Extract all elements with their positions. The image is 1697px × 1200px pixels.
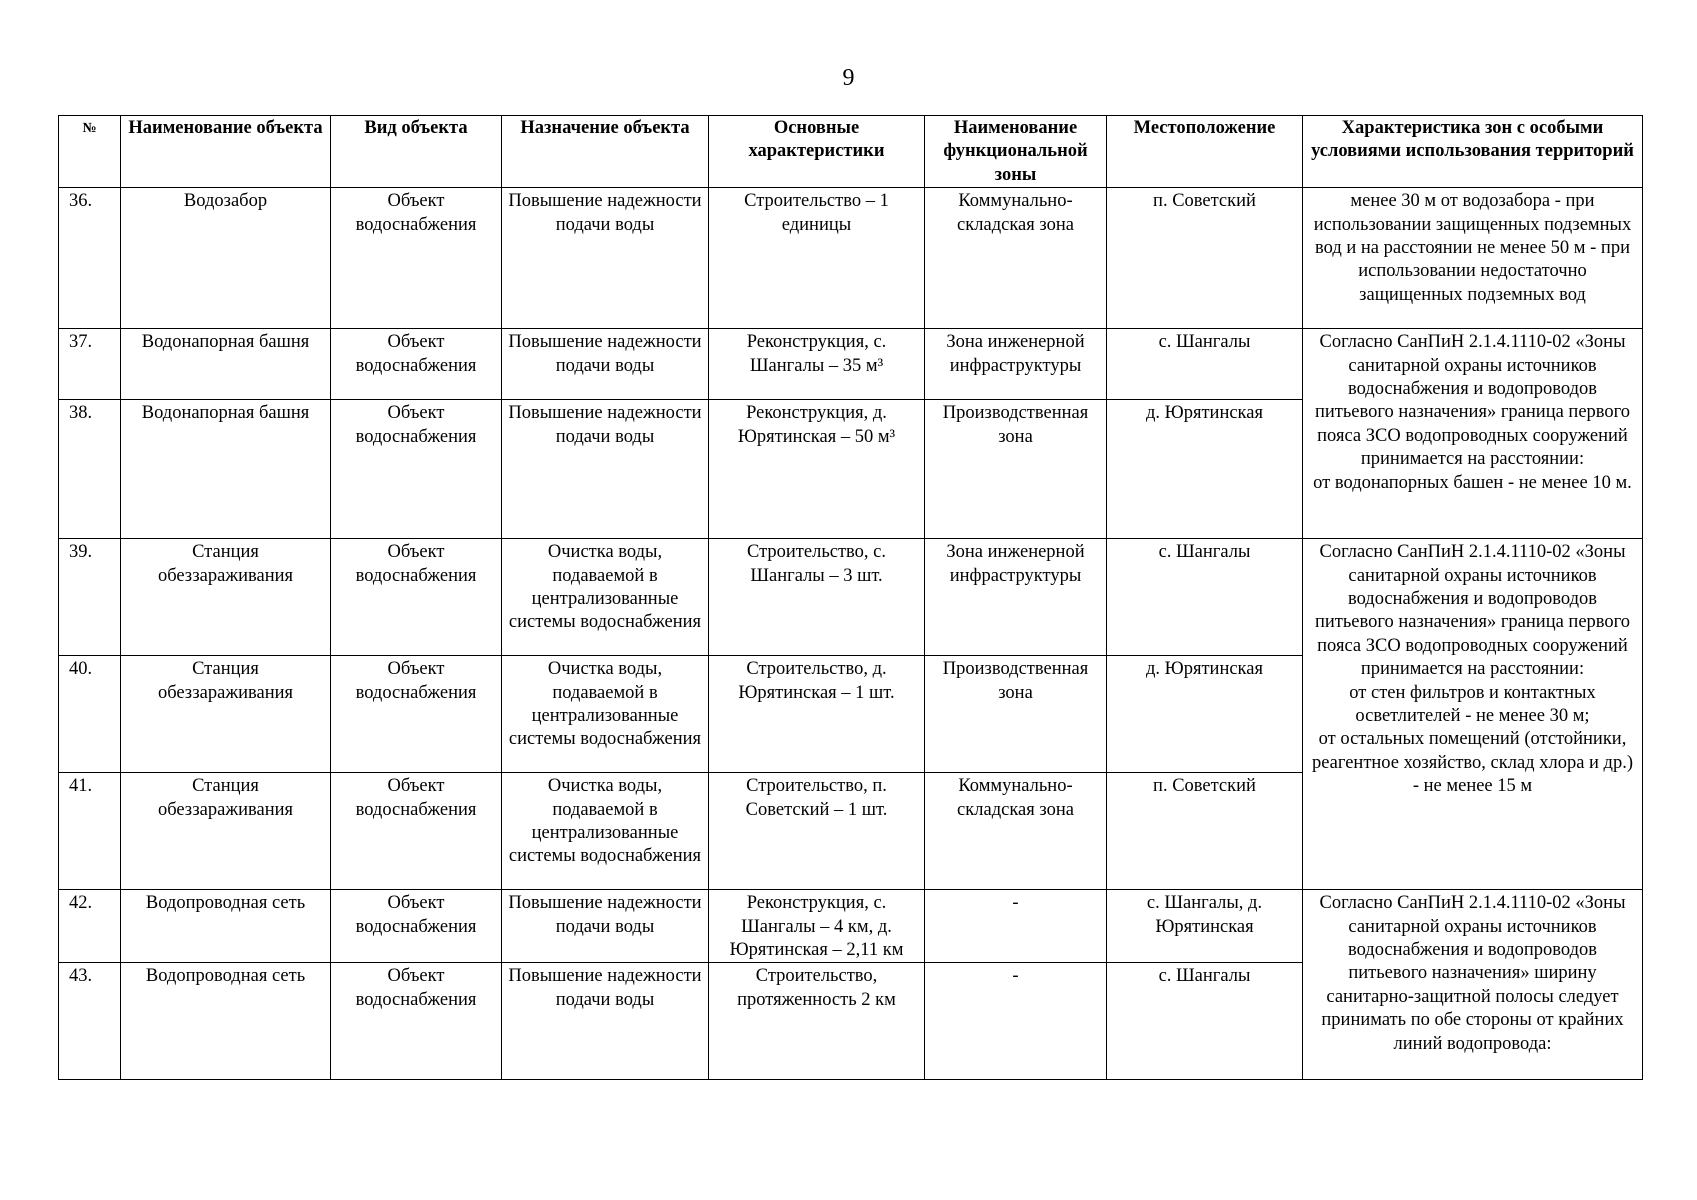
row-purpose: Очистка воды, подаваемой в централизованные системы водоснабжения xyxy=(502,539,709,656)
row-name: Станция обеззараживания xyxy=(121,773,331,890)
table-row xyxy=(59,539,1643,656)
row-location: п. Советский xyxy=(1107,188,1303,329)
row-name: Станция обеззараживания xyxy=(121,656,331,773)
row-location: д. Юрятинская xyxy=(1107,656,1303,773)
row-kind: Объект водоснабжения xyxy=(331,963,502,1080)
row-zone: - xyxy=(925,890,1107,963)
table-header-row xyxy=(59,116,1643,188)
row-num: 39. xyxy=(59,539,121,656)
row-special-zones: менее 30 м от водозабора - при использовании защищенных подземных вод и на расстоянии не менее 50 м - при использовании недостаточно защищенных подземных вод xyxy=(1303,188,1643,329)
row-purpose: Повышение надежности подачи воды xyxy=(502,400,709,539)
row-location: п. Советский xyxy=(1107,773,1303,890)
row-purpose: Очистка воды, подаваемой в централизованные системы водоснабжения xyxy=(502,656,709,773)
header-location: Местоположение xyxy=(1107,116,1303,188)
row-kind: Объект водоснабжения xyxy=(331,539,502,656)
row-kind: Объект водоснабжения xyxy=(331,890,502,963)
row-num: 38. xyxy=(59,400,121,539)
header-name: Наименование объекта xyxy=(121,116,331,188)
row-kind: Объект водоснабжения xyxy=(331,329,502,400)
row-kind: Объект водоснабжения xyxy=(331,188,502,329)
row-location: с. Шангалы xyxy=(1107,963,1303,1080)
row-characteristics: Реконструкция, д. Юрятинская – 50 м³ xyxy=(709,400,925,539)
row-zone: Коммунально-складская зона xyxy=(925,773,1107,890)
row-num: 36. xyxy=(59,188,121,329)
row-purpose: Повышение надежности подачи воды xyxy=(502,963,709,1080)
merged-special-zones-39-41: Согласно СанПиН 2.1.4.1110-02 «Зоны санитарной охраны источников водоснабжения и водопроводов питьевого назначения» граница первого пояса ЗСО водопроводных сооружений принимается на расстоянии: от стен фильтров и контактных осветлителей - не менее 30 м; от остальных помещений (отстойники, реагентное хозяйство, склад хлора и др.) - не менее 15 м xyxy=(1303,539,1643,890)
row-purpose: Очистка воды, подаваемой в централизованные системы водоснабжения xyxy=(502,773,709,890)
row-zone: Производственная зона xyxy=(925,400,1107,539)
row-characteristics: Реконструкция, с. Шангалы – 35 м³ xyxy=(709,329,925,400)
row-zone: Производственная зона xyxy=(925,656,1107,773)
merged-special-zones-37-38: Согласно СанПиН 2.1.4.1110-02 «Зоны санитарной охраны источников водоснабжения и водопроводов питьевого назначения» граница первого пояса ЗСО водопроводных сооружений принимается на расстоянии: от водонапорных башен - не менее 10 м. xyxy=(1303,329,1643,539)
row-zone: Коммунально-складская зона xyxy=(925,188,1107,329)
row-characteristics: Строительство, д. Юрятинская – 1 шт. xyxy=(709,656,925,773)
row-zone: - xyxy=(925,963,1107,1080)
row-name: Водонапорная башня xyxy=(121,329,331,400)
header-num: № xyxy=(59,116,121,188)
row-kind: Объект водоснабжения xyxy=(331,656,502,773)
row-num: 42. xyxy=(59,890,121,963)
table-row xyxy=(59,188,1643,329)
page-number: 9 xyxy=(842,65,855,91)
header-special-zones: Характеристика зон с особыми условиями использования территорий xyxy=(1303,116,1643,188)
row-location: с. Шангалы xyxy=(1107,539,1303,656)
row-characteristics: Строительство, п. Советский – 1 шт. xyxy=(709,773,925,890)
row-location: д. Юрятинская xyxy=(1107,400,1303,539)
row-characteristics: Строительство, протяженность 2 км xyxy=(709,963,925,1080)
row-name: Водонапорная башня xyxy=(121,400,331,539)
objects-table xyxy=(58,115,1643,1080)
row-location: с. Шангалы xyxy=(1107,329,1303,400)
merged-special-zones-42-43: Согласно СанПиН 2.1.4.1110-02 «Зоны санитарной охраны источников водоснабжения и водопроводов питьевого назначения» ширину санитарно-защитной полосы следует принимать по обе стороны от крайних линий водопровода: xyxy=(1303,890,1643,1080)
row-name: Водопроводная сеть xyxy=(121,890,331,963)
row-zone: Зона инженерной инфраструктуры xyxy=(925,329,1107,400)
header-kind: Вид объекта xyxy=(331,116,502,188)
row-num: 43. xyxy=(59,963,121,1080)
table-row xyxy=(59,329,1643,400)
header-characteristics: Основные характеристики xyxy=(709,116,925,188)
row-purpose: Повышение надежности подачи воды xyxy=(502,890,709,963)
table-row xyxy=(59,890,1643,963)
row-purpose: Повышение надежности подачи воды xyxy=(502,329,709,400)
row-characteristics: Строительство, с. Шангалы – 3 шт. xyxy=(709,539,925,656)
row-location: с. Шангалы, д. Юрятинская xyxy=(1107,890,1303,963)
header-zone: Наименование функциональной зоны xyxy=(925,116,1107,188)
row-name: Станция обеззараживания xyxy=(121,539,331,656)
row-kind: Объект водоснабжения xyxy=(331,400,502,539)
row-num: 37. xyxy=(59,329,121,400)
row-kind: Объект водоснабжения xyxy=(331,773,502,890)
row-characteristics: Строительство – 1 единицы xyxy=(709,188,925,329)
row-purpose: Повышение надежности подачи воды xyxy=(502,188,709,329)
row-characteristics: Реконструкция, с. Шангалы – 4 км, д. Юрятинская – 2,11 км xyxy=(709,890,925,963)
header-purpose: Назначение объекта xyxy=(502,116,709,188)
row-num: 40. xyxy=(59,656,121,773)
row-name: Водопроводная сеть xyxy=(121,963,331,1080)
row-zone: Зона инженерной инфраструктуры xyxy=(925,539,1107,656)
row-num: 41. xyxy=(59,773,121,890)
row-name: Водозабор xyxy=(121,188,331,329)
